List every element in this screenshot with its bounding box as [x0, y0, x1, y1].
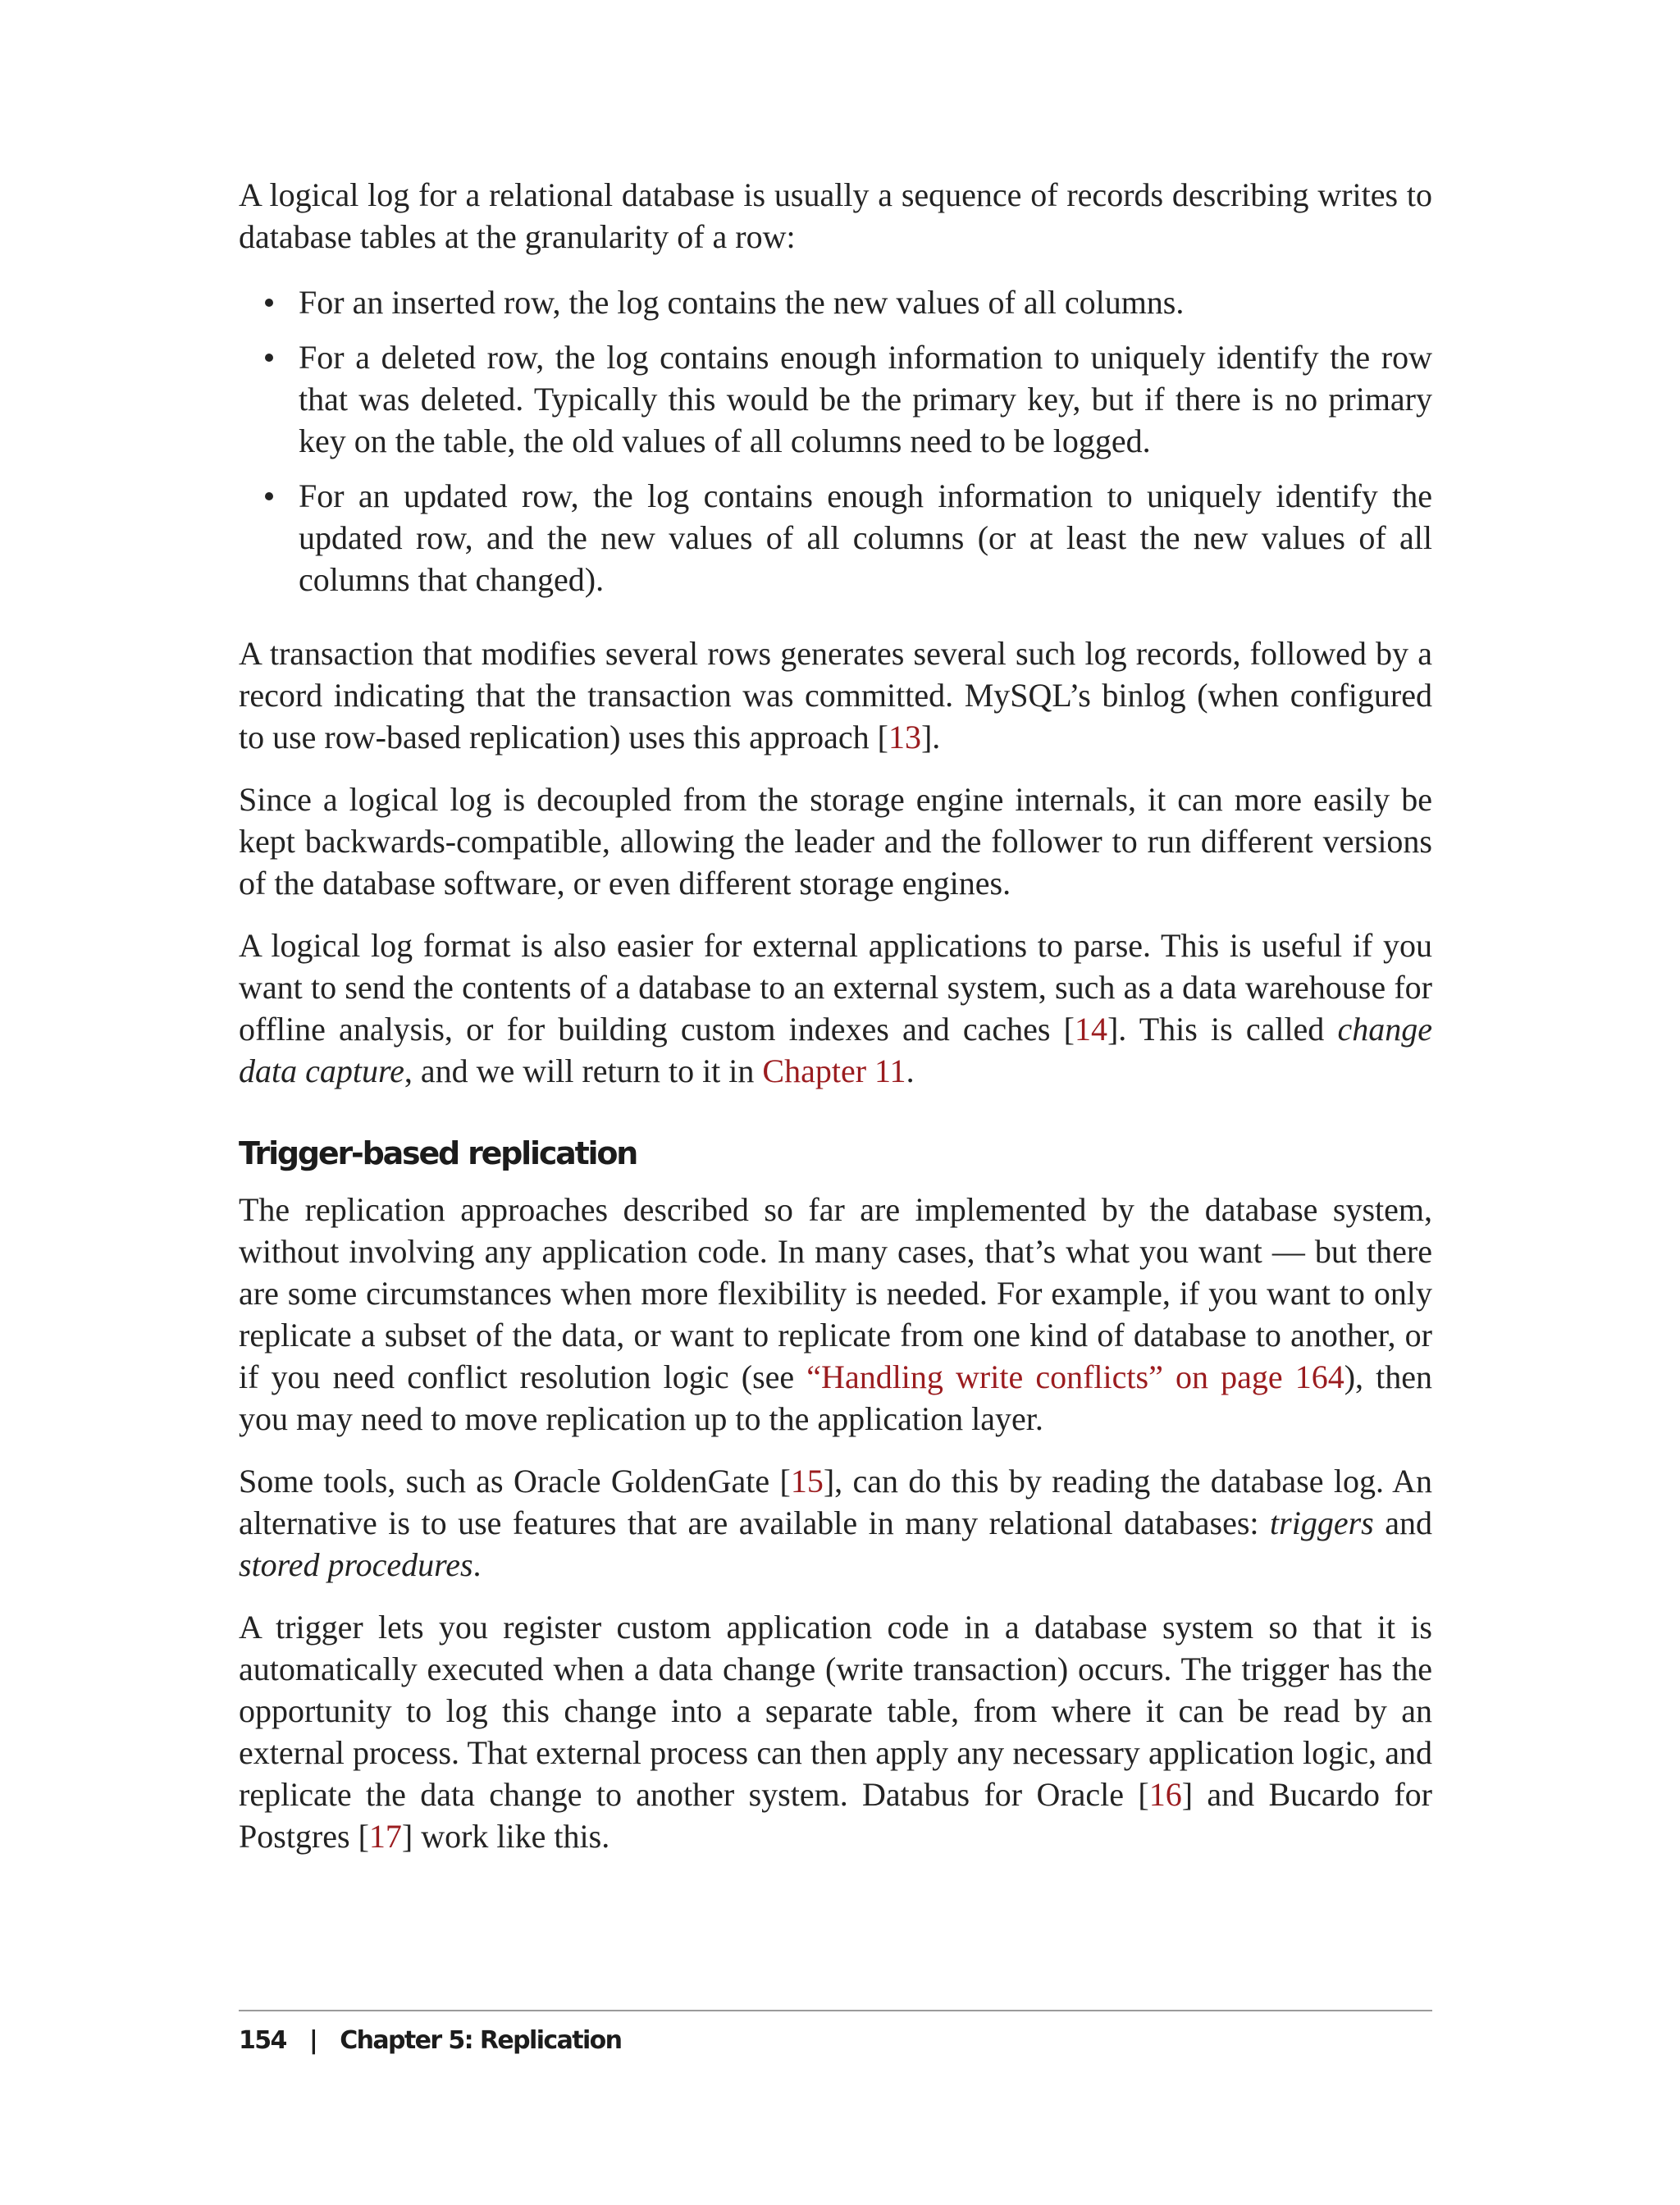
citation-link-15[interactable]: 15	[790, 1463, 824, 1500]
page-footer	[239, 2025, 621, 2057]
paragraph-text: A transaction that modifies several rows generates several such log records, followed by a record indicating that the transaction was committed. MySQL’s binlog (when configured to use row-based replication) uses this approach [	[239, 635, 1432, 756]
paragraph-text: Some tools, such as Oracle GoldenGate [	[239, 1463, 791, 1500]
bullet-item-inserted-row	[239, 281, 1432, 323]
bullet-dot-icon	[265, 354, 273, 362]
page-number: 154	[239, 2026, 286, 2055]
paragraph-text: ], can do this by reading the database log. An alternative is to use features that are available in many relational databases:	[239, 1463, 1432, 1541]
emphasis-term: change data capture	[239, 1011, 1432, 1089]
bullet-dot-icon	[265, 492, 273, 500]
paragraph-text: A logical log format is also easier for external applications to parse. This is useful if you want to send the contents of a database to an external system, such as a data warehouse for offline analysis, or for building custom indexes and caches [	[239, 927, 1432, 1048]
emphasis-term: triggers	[1270, 1504, 1374, 1541]
citation-link-13[interactable]: 13	[888, 719, 921, 756]
section-heading: Trigger-based replication	[239, 1135, 637, 1171]
paragraph-external-applications	[239, 924, 1432, 1092]
paragraph-some-tools	[239, 1460, 1432, 1586]
paragraph-text: A trigger lets you register custom application code in a database system so that it is automatically executed when a data change (write transaction) occurs. The trigger has the opportunity to log this change into a separate table, from where it can be read by an external process. That external process can then apply any necessary application logic, and replicate the data change to another system. Databus for Oracle [	[239, 1609, 1432, 1813]
paragraph-text: The replication approaches described so far are implemented by the database system, without involving any application code. In many cases, that’s what you want — but there are some circumstances when more flexibility is needed. For example, if you want to only replicate a subset of the data, or want to replicate from one kind of database to another, or if you need conflict resolution logic (see	[239, 1191, 1432, 1395]
paragraph-replication-approaches	[239, 1189, 1432, 1440]
emphasis-term: stored procedures	[239, 1546, 473, 1583]
paragraph-text: Since a logical log is decoupled from the storage engine internals, it can more easily be kept backwards-compatible, allowing the leader and the follower to run different versions of the database software, or even different storage engines.	[239, 781, 1432, 902]
chapter-title: Chapter 5: Replication	[340, 2026, 622, 2055]
footer-separator: |	[308, 2026, 317, 2055]
bullet-item-deleted-row	[239, 336, 1432, 462]
paragraph-text: .	[472, 1546, 482, 1583]
paragraph-text: A logical log for a relational database is usually a sequence of records describing writes to database tables at the granularity of a row:	[239, 176, 1432, 255]
paragraph-text: ] and Bucardo for Postgres [	[239, 1776, 1432, 1855]
footer-rule	[239, 2010, 1432, 2011]
paragraph-text: and	[1373, 1504, 1432, 1541]
bullet-text: For a deleted row, the log contains enough information to uniquely identify the row that was deleted. Typically this would be the primary key, but if there is no primary key on the table, the old values of all columns need to be logged.	[299, 339, 1432, 459]
page-body	[239, 174, 1432, 1857]
citation-link-17[interactable]: 17	[368, 1818, 402, 1855]
paragraph-text: ] work like this.	[401, 1818, 610, 1855]
paragraph-text: ), then you may need to move replication up to the application layer.	[239, 1358, 1433, 1437]
bullet-text: For an updated row, the log contains enough information to uniquely identify the updated row, and the new values of all columns (or at least the new values of all columns that changed).	[299, 477, 1432, 598]
paragraph-trigger-explained	[239, 1606, 1432, 1857]
bullet-list	[239, 281, 1432, 600]
handling-write-conflicts-link[interactable]: “Handling write conflicts” on page 164	[806, 1358, 1344, 1395]
chapter-11-link[interactable]: Chapter 11	[762, 1052, 906, 1089]
citation-link-16[interactable]: 16	[1148, 1776, 1182, 1813]
paragraph-text: ]. This is called	[1107, 1011, 1338, 1048]
bullet-text: For an inserted row, the log contains the new values of all columns.	[299, 284, 1185, 321]
paragraph-decoupled-log	[239, 778, 1432, 904]
paragraph-text: .	[906, 1052, 915, 1089]
citation-link-14[interactable]: 14	[1074, 1011, 1107, 1048]
paragraph-transaction-records	[239, 632, 1432, 758]
bullet-item-updated-row	[239, 475, 1432, 600]
paragraph-text: , and we will return to it in	[404, 1052, 763, 1089]
paragraph-text: ].	[920, 719, 941, 756]
paragraph-logical-log-intro	[239, 174, 1432, 258]
bullet-dot-icon	[265, 299, 273, 307]
